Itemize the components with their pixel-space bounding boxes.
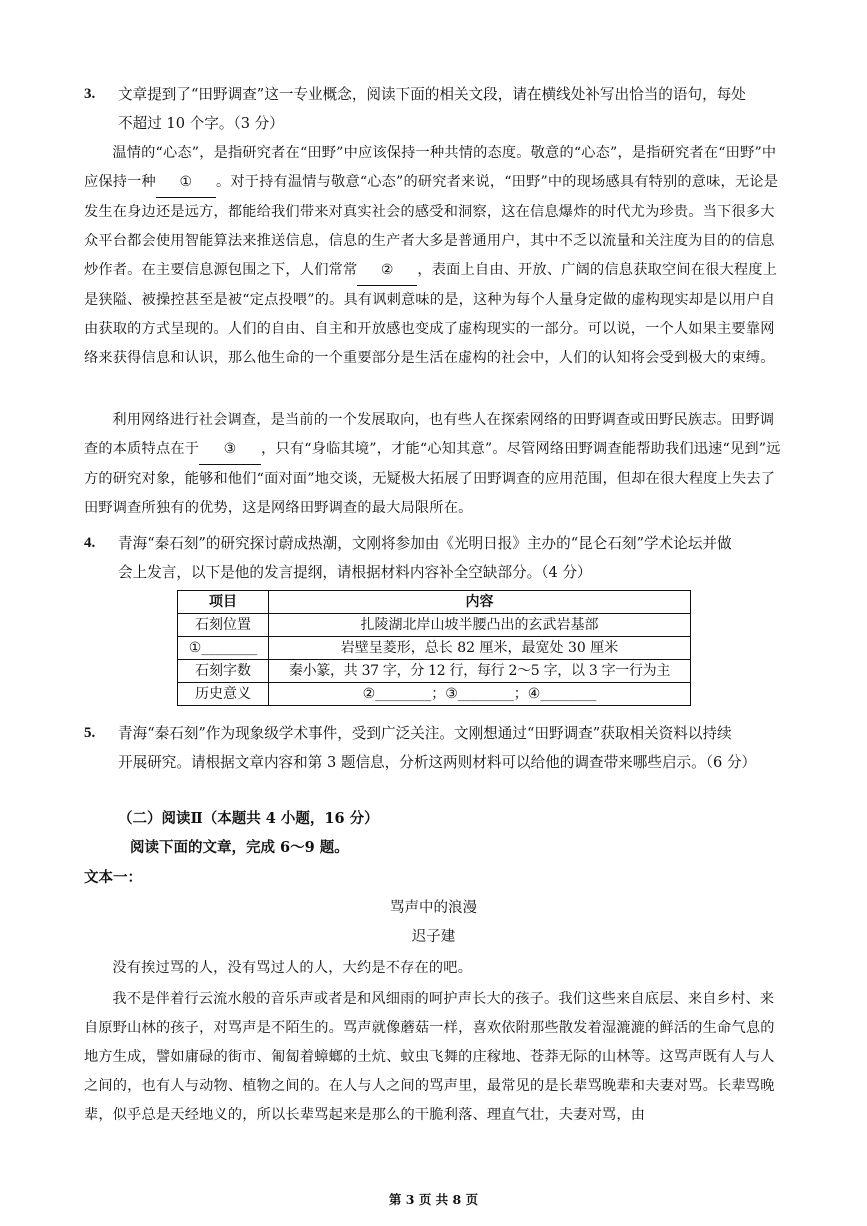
article-paragraph: 我不是伴着行云流水般的音乐声或者是和风细雨的呵护声长大的孩子。我们这些来自底层、来自乡村、来自原野山林的孩子，对骂声是不陌生的。骂声就像蘑菇一样，喜欢依附那些散发着湿漉漉的鲜活的生命气息的地方生成，譬如庸碌的街市、匍匐着蟑螂的土炕、蚊虫飞舞的庄稼地、苍莽无际的山林等。这骂声既有人与人之间的，也有人与动物、植物之间的。在人与人之间的骂声里，最常见的是长辈骂晚辈和夫妻对骂。长辈骂晚辈，似乎总是天经地义的，所以长辈骂起来是那么的干脆利落、理直气壮，夫妻对骂，由 <box>84 991 775 1123</box>
passage-paragraph: 温情的“心态”，是指研究者在“田野”中应该保持一种共情的态度。敬意的“心态”，是指研究者在“田野”中应保持一种 ① 。对于持有温情与敬意“心态”的研究者来说，“田野”中的现场感具有特别的意味，无论是发生在身边还是远方，都能给我们带来对真实社会的感受和洞察，这在信息爆炸的时代尤为珍贵。当下很多大众平台都会使用智能算法来推送信息，信息的生产者大多是普通用户，其中不乏以流量和关注度为目的的信息炒作者。在主要信息源包围之下，人们常常 ② ，表面上自由、开放、广阔的信息获取空间在很大程度上是狭隘、被操控甚至是被“定点投喂”的。具有讽刺意味的是，这种为每个人量身定做的虚构现实却是以用户自由获取的方式呈现的。人们的自由、自主和开放感也变成了虚构现实的一部分。可以说，一个人如果主要靠网络来获得信息和认识，那么他生命的一个重要部分是生活在虚构的社会中，人们的认知将会受到极大的束缚。 <box>84 145 779 366</box>
table-row <box>178 660 691 683</box>
table-cell-blank[interactable]: ②________；③________；④________ <box>269 683 691 706</box>
question-number: 3. <box>84 86 96 102</box>
table-row <box>178 683 691 706</box>
answer-blank[interactable]: ① <box>156 168 216 198</box>
page-footer: 第 3 页 共 8 页 <box>388 1192 479 1207</box>
answer-blank[interactable]: ③ <box>199 435 261 465</box>
question-5 <box>84 719 789 777</box>
table-cell: 石刻字数 <box>178 660 269 683</box>
question-number: 4. <box>84 535 96 551</box>
table-row <box>178 614 691 637</box>
text-label: 文本一： <box>84 869 142 886</box>
table-cell: 石刻位置 <box>178 614 269 637</box>
table-cell: 岩壁呈菱形，总长 82 厘米，最宽处 30 厘米 <box>269 637 691 660</box>
question-prompt: 青海“秦石刻”作为现象级学术事件，受到广泛关注。文刚想通过“田野调查”获取相关资料以持续 开展研究。请根据文章内容和第 3 题信息，分析这两则材料可以给他的调查带来哪些启示。（6 分） <box>118 725 757 771</box>
question-4 <box>84 529 789 587</box>
question-number: 5. <box>84 725 96 741</box>
question-prompt: 文章提到了“田野调查”这一专业概念，阅读下面的相关文段，请在横线处补写出恰当的语句，每处 不超过 10 个字。（3 分） <box>118 86 746 132</box>
question-prompt: 青海“秦石刻”的研究探讨蔚成热潮，文刚将参加由《光明日报》主办的“昆仑石刻”学术论坛并做 会上发言，以下是他的发言提纲，请根据材料内容补全空缺部分。（4 分） <box>118 535 732 581</box>
article-title: 骂声中的浪漫 <box>390 900 477 916</box>
article-author: 迟子建 <box>411 929 456 945</box>
table-cell-blank[interactable]: ①________ <box>178 637 269 660</box>
table-cell: 历史意义 <box>178 683 269 706</box>
table-header: 项目 <box>178 591 269 614</box>
outline-table <box>177 590 691 706</box>
section-instruction: 阅读下面的文章，完成 6～9 题。 <box>130 839 349 856</box>
table-row <box>178 637 691 660</box>
table-cell: 秦小篆，共 37 字，分 12 行，每行 2～5 字，以 3 字一行为主 <box>269 660 691 683</box>
table-header-row <box>178 591 691 614</box>
passage-paragraph: 利用网络进行社会调查，是当前的一个发展取向，也有些人在探索网络的田野调查或田野民族志。田野调查的本质特点在于 ③ ，只有“身临其境”，才能“心知其意”。尽管网络田野调查能帮助我们迅速“见到”远方的研究对象，能够和他们“面对面”地交谈，无疑极大拓展了田野调查的应用范围，但却在很大程度上失去了田野调查所独有的优势，这是网络田野调查的最大局限所在。 <box>84 412 781 516</box>
article-paragraph: 没有挨过骂的人，没有骂过人的人，大约是不存在的吧。 <box>112 960 473 976</box>
question-3 <box>84 80 789 138</box>
table-cell: 扎陵湖北岸山坡半腰凸出的玄武岩基部 <box>269 614 691 637</box>
answer-blank[interactable]: ② <box>357 256 417 286</box>
table-header: 内容 <box>269 591 691 614</box>
section-heading: （二）阅读Ⅱ（本题共 4 小题，16 分） <box>118 810 379 827</box>
